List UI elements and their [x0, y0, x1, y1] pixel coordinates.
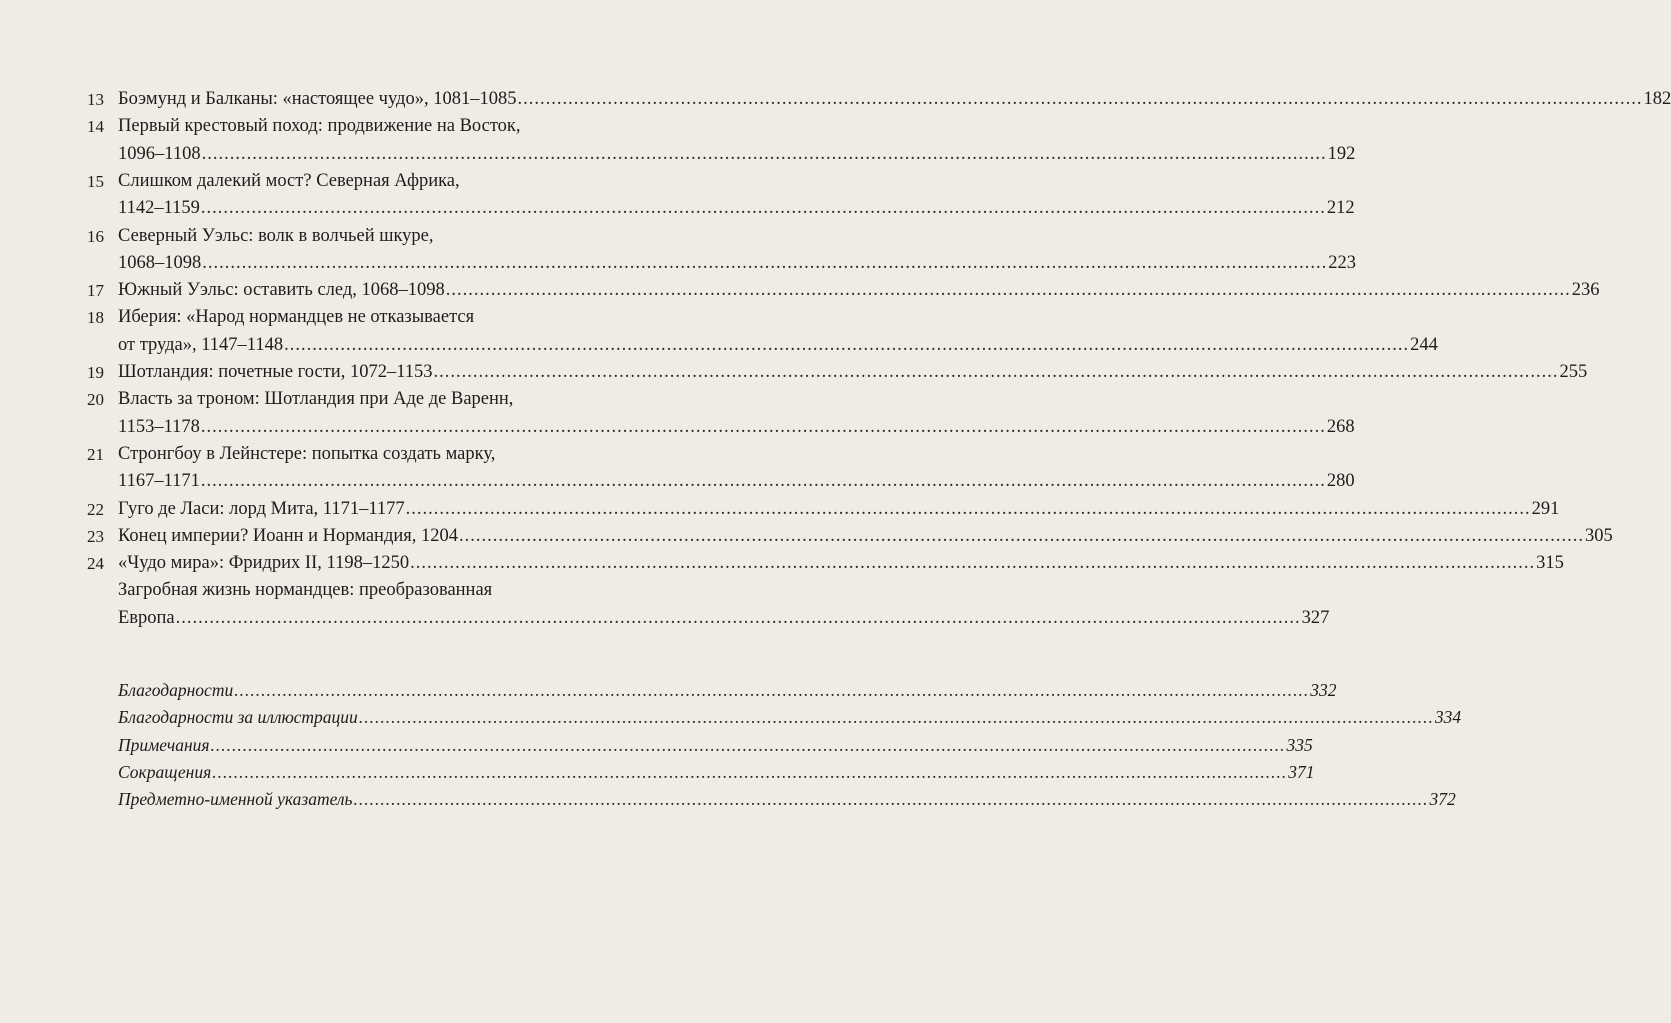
dot-leader: ........................................................................................................................................................................................................	[353, 789, 1429, 810]
backmatter-line	[118, 786, 1456, 813]
chapter-number: 22	[87, 499, 104, 519]
entry-title: «Чудо мира»: Фридрих II, 1198–1250	[118, 553, 410, 574]
chapter-number: 19	[87, 363, 104, 382]
entry-line: Власть за троном: Шотландия при Аде де Варенн,	[118, 389, 514, 410]
backmatter-line	[118, 732, 1313, 759]
dot-leader: ........................................................................................................................................................................................................	[175, 607, 1301, 628]
page-number: 192	[1327, 143, 1356, 164]
entry-title: 1096–1108	[118, 143, 201, 164]
chapter-number: 17	[87, 281, 104, 301]
entry-last-line	[118, 359, 1588, 386]
entry-title: 1068–1098	[118, 252, 202, 273]
entry-title: Южный Уэльс: оставить след, 1068–1098	[118, 280, 445, 301]
dot-leader: ........................................................................................................................................................................................................	[405, 498, 1531, 519]
dot-leader: ........................................................................................................................................................................................................	[459, 525, 1585, 546]
entry-last-line	[118, 496, 1560, 523]
entry-title: 1142–1159	[118, 198, 200, 219]
entry-title: Сокращения	[118, 761, 212, 782]
dot-leader: ........................................................................................................................................................................................................	[445, 280, 1571, 301]
chapter-number: 18	[87, 308, 104, 328]
page-number: 371	[1288, 761, 1315, 782]
entry-title: Предметно-именной указатель	[118, 789, 353, 810]
dot-leader: ........................................................................................................................................................................................................	[201, 143, 1327, 164]
entry-line: Стронгбоу в Лейнстере: попытка создать марку,	[118, 443, 496, 464]
entry-last-line	[118, 86, 1671, 113]
entry-last-line	[118, 414, 1355, 441]
chapter-number: 15	[87, 171, 104, 191]
backmatter-line	[118, 704, 1462, 731]
chapter-number: 14	[87, 117, 104, 137]
page-number: 236	[1571, 280, 1600, 301]
dot-leader: ........................................................................................................................................................................................................	[433, 362, 1559, 382]
entry-last-line	[118, 332, 1438, 359]
entry-title: 1167–1171	[118, 471, 200, 492]
chapter-number: 23	[87, 526, 104, 546]
page-number: 182	[1643, 89, 1671, 109]
dot-leader: ........................................................................................................................................................................................................	[517, 89, 1643, 109]
entry-line: Северный Уэльс: волк в волчьей шкуре,	[118, 225, 434, 246]
entry-line: Иберия: «Народ нормандцев не отказывается	[118, 307, 475, 328]
page-number: 327	[1301, 607, 1330, 628]
dot-leader: ........................................................................................................................................................................................................	[212, 761, 1288, 782]
entry-title: Благодарности	[118, 680, 234, 700]
page-number: 291	[1531, 498, 1560, 519]
chapter-number: 16	[87, 226, 104, 246]
page-number: 315	[1536, 553, 1564, 574]
chapter-number: 13	[87, 90, 104, 109]
entry-last-line	[118, 550, 1564, 577]
page-number: 280	[1326, 471, 1355, 492]
dot-leader: ........................................................................................................................................................................................................	[200, 416, 1326, 437]
entry-title: от труда», 1147–1148	[118, 334, 284, 355]
entry-title: Конец империи? Иоанн и Нормандия, 1204	[118, 525, 459, 546]
entry-line: Первый крестовый поход: продвижение на Восток,	[118, 116, 521, 137]
entry-title: Благодарности за иллюстрации	[118, 707, 358, 728]
chapter-number: 20	[87, 390, 104, 410]
entry-last-line	[118, 523, 1613, 550]
dot-leader: ........................................................................................................................................................................................................	[234, 680, 1310, 700]
page-number: 212	[1326, 198, 1355, 219]
dot-leader: ........................................................................................................................................................................................................	[410, 553, 1536, 574]
backmatter-line	[118, 677, 1337, 704]
entry-last-line	[118, 141, 1356, 168]
chapter-number: 24	[87, 554, 104, 574]
entry-line: Загробная жизнь нормандцев: преобразованная	[118, 580, 493, 601]
page-number: 335	[1286, 734, 1313, 755]
backmatter-line	[118, 759, 1315, 786]
dot-leader: ........................................................................................................................................................................................................	[200, 198, 1326, 219]
page-number: 305	[1585, 525, 1613, 546]
page-number: 332	[1310, 680, 1337, 700]
page-number: 372	[1429, 789, 1456, 810]
entry-title: Примечания	[118, 734, 210, 755]
entry-title: Гуго де Ласи: лорд Мита, 1171–1177	[118, 498, 405, 519]
entry-last-line	[118, 195, 1355, 222]
dot-leader: ........................................................................................................................................................................................................	[358, 707, 1434, 728]
page-number: 255	[1559, 362, 1588, 382]
page-number: 334	[1434, 707, 1462, 728]
entry-last-line	[118, 250, 1356, 277]
dot-leader: ........................................................................................................................................................................................................	[284, 334, 1410, 355]
entry-title: 1153–1178	[118, 416, 200, 437]
entry-last-line	[118, 605, 1330, 632]
entry-title: Боэмунд и Балканы: «настоящее чудо», 1081–1085	[118, 89, 517, 109]
entry-last-line	[118, 277, 1600, 304]
dot-leader: ........................................................................................................................................................................................................	[202, 252, 1328, 273]
page-number: 268	[1326, 416, 1355, 437]
entry-line: Слишком далекий мост? Северная Африка,	[118, 170, 460, 191]
entry-last-line	[118, 468, 1355, 495]
entry-title: Европа	[118, 607, 175, 628]
dot-leader: ........................................................................................................................................................................................................	[200, 471, 1326, 492]
page-number: 244	[1410, 334, 1438, 355]
entry-title: Шотландия: почетные гости, 1072–1153	[118, 362, 433, 382]
page-number: 223	[1328, 252, 1356, 273]
chapter-number: 21	[87, 444, 104, 464]
dot-leader: ........................................................................................................................................................................................................	[210, 734, 1286, 755]
